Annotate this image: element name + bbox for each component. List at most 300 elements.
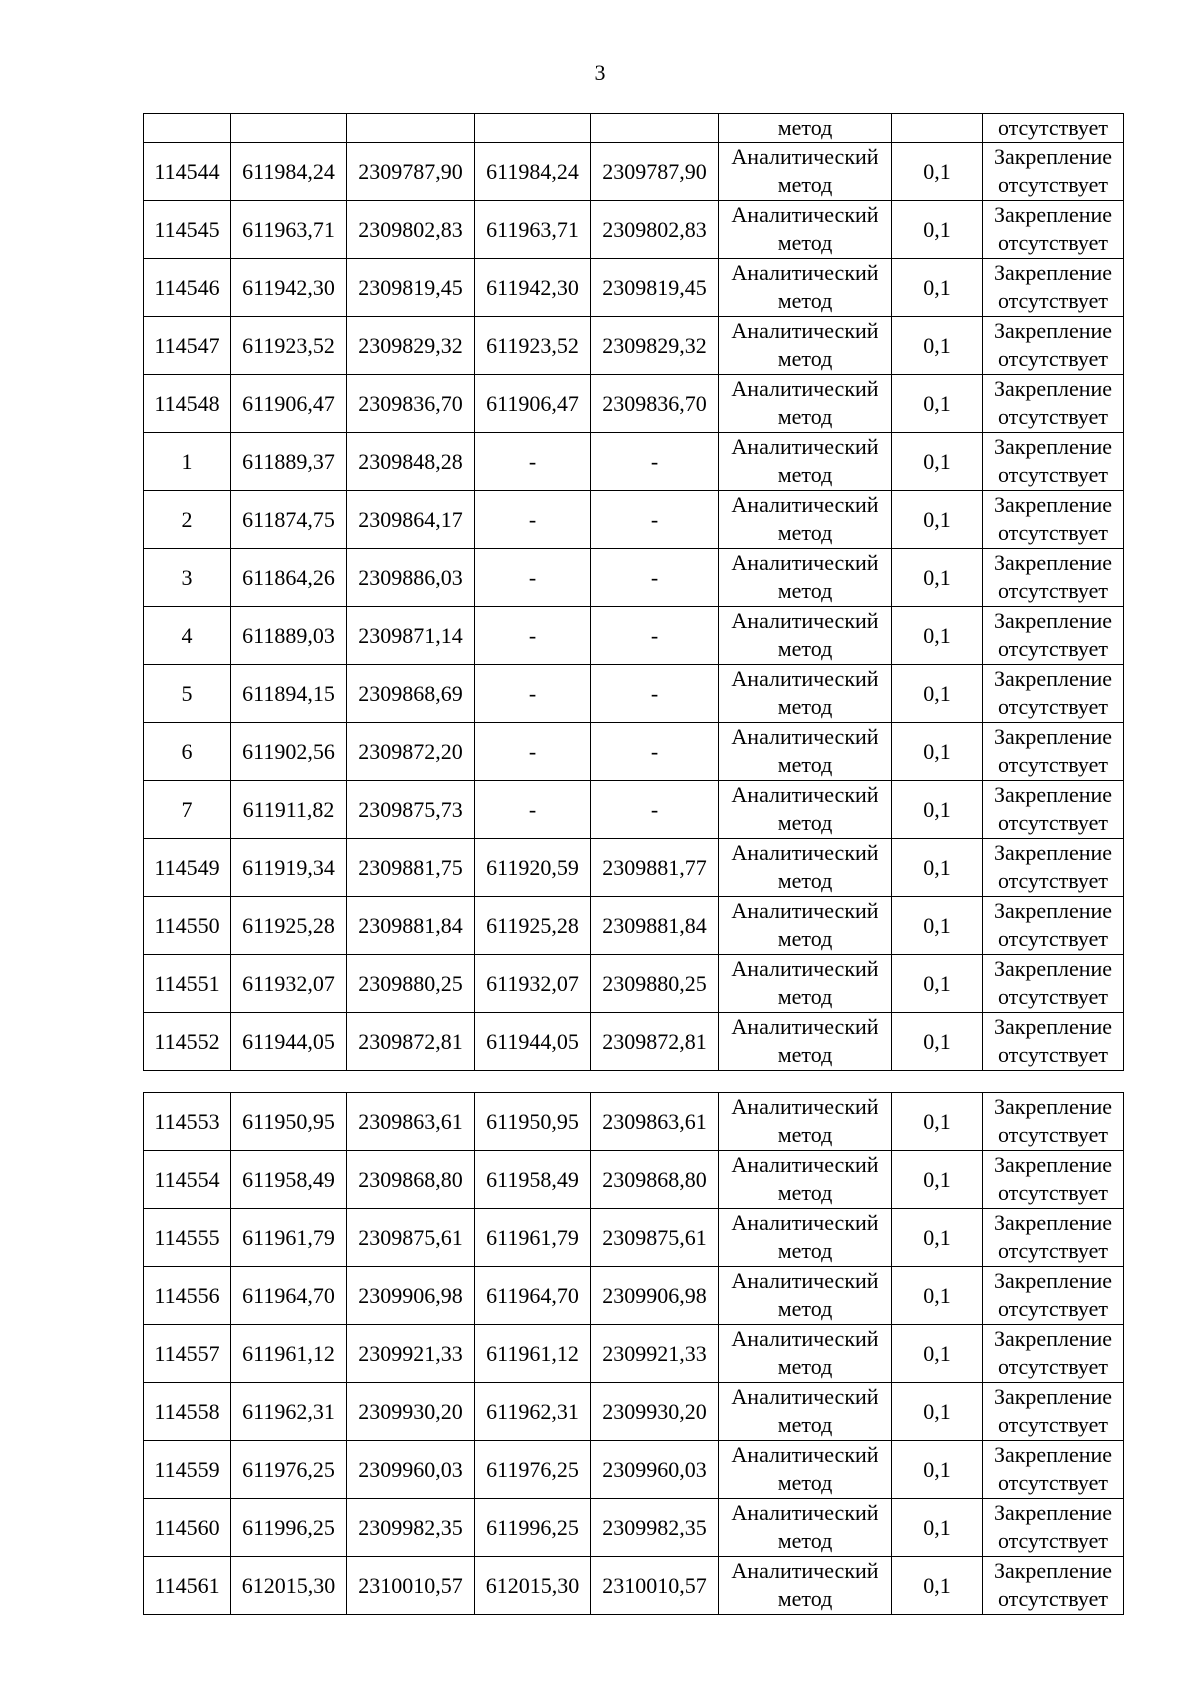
fixation-line-1: Закрепление (993, 144, 1113, 169)
method-cell (719, 1557, 892, 1615)
y-old-cell: 2309868,80 (347, 1151, 475, 1209)
accuracy-cell: 0,1 (892, 955, 983, 1013)
fixation-line-2: отсутствует (997, 1412, 1109, 1437)
accuracy-cell: 0,1 (892, 375, 983, 433)
fixation-cell (983, 665, 1124, 723)
x-new-cell: 612015,30 (475, 1557, 591, 1615)
table-row (144, 1093, 1124, 1151)
fixation-line-1: Закрепление (993, 1326, 1113, 1351)
y-new-cell: - (591, 433, 719, 491)
y-new-cell: - (591, 607, 719, 665)
y-new-cell: - (591, 665, 719, 723)
y-old-cell: 2309921,33 (347, 1325, 475, 1383)
y-new-cell (591, 114, 719, 143)
x-new-cell: 611944,05 (475, 1013, 591, 1071)
fixation-line-1: Закрепление (993, 1268, 1113, 1293)
method-line-2: метод (777, 462, 833, 487)
y-old-cell: 2309863,61 (347, 1093, 475, 1151)
x-new-cell: 611961,12 (475, 1325, 591, 1383)
method-line-1: Аналитический (731, 666, 879, 691)
fixation-cell (983, 1441, 1124, 1499)
method-cell (719, 1209, 892, 1267)
y-new-cell: 2309930,20 (591, 1383, 719, 1441)
fixation-line-1: Закрепление (993, 1384, 1113, 1409)
point-cell: 114556 (144, 1267, 231, 1325)
fixation-cell (983, 549, 1124, 607)
method-line-1: Аналитический (731, 434, 879, 459)
method-cell (719, 317, 892, 375)
fixation-line-2: отсутствует (997, 752, 1109, 777)
table-row (144, 781, 1124, 839)
x-old-cell: 611944,05 (231, 1013, 347, 1071)
method-line-2: метод (777, 230, 833, 255)
method-line-2: метод (777, 1042, 833, 1067)
x-new-cell: - (475, 723, 591, 781)
fixation-line-2: отсутствует (997, 868, 1109, 893)
method-cell (719, 723, 892, 781)
method-cell (719, 549, 892, 607)
y-old-cell: 2309802,83 (347, 201, 475, 259)
point-cell: 114546 (144, 259, 231, 317)
y-old-cell: 2309871,14 (347, 607, 475, 665)
point-cell: 5 (144, 665, 231, 723)
y-new-cell: 2309836,70 (591, 375, 719, 433)
x-old-cell: 611964,70 (231, 1267, 347, 1325)
table-row (144, 1383, 1124, 1441)
x-new-cell: 611932,07 (475, 955, 591, 1013)
x-old-cell: 612015,30 (231, 1557, 347, 1615)
point-cell: 2 (144, 491, 231, 549)
fixation-cell (983, 259, 1124, 317)
y-old-cell: 2309872,20 (347, 723, 475, 781)
method-line-2: метод (777, 1354, 833, 1379)
fixation-line-2: отсутствует (997, 1354, 1109, 1379)
fixation-line-2: отсутствует (997, 636, 1109, 661)
x-new-cell: 611942,30 (475, 259, 591, 317)
fixation-line-2: отсутствует (997, 172, 1109, 197)
y-new-cell: - (591, 781, 719, 839)
table-row (144, 1209, 1124, 1267)
x-new-cell: - (475, 607, 591, 665)
method-line-2: метод (777, 1238, 833, 1263)
fixation-line-1: Закрепление (993, 492, 1113, 517)
point-cell (144, 114, 231, 143)
table-row (144, 1267, 1124, 1325)
accuracy-cell: 0,1 (892, 897, 983, 955)
method-line-1: Аналитический (731, 782, 879, 807)
y-new-cell: 2309881,84 (591, 897, 719, 955)
x-new-cell: 611964,70 (475, 1267, 591, 1325)
y-new-cell: 2309863,61 (591, 1093, 719, 1151)
fixation-cell (983, 201, 1124, 259)
point-cell: 114545 (144, 201, 231, 259)
x-old-cell: 611996,25 (231, 1499, 347, 1557)
table-row (144, 143, 1124, 201)
fixation-line-2: отсутствует (997, 984, 1109, 1009)
fixation-line-2: отсутствует (997, 1238, 1109, 1263)
accuracy-cell: 0,1 (892, 433, 983, 491)
point-cell: 114550 (144, 897, 231, 955)
method-cell (719, 665, 892, 723)
method-line-2: метод (777, 346, 833, 371)
x-old-cell: 611902,56 (231, 723, 347, 781)
x-old-cell: 611961,12 (231, 1325, 347, 1383)
y-old-cell: 2309872,81 (347, 1013, 475, 1071)
x-old-cell: 611874,75 (231, 491, 347, 549)
y-old-cell: 2309886,03 (347, 549, 475, 607)
fixation-line-2: отсутствует (997, 462, 1109, 487)
y-new-cell: 2309868,80 (591, 1151, 719, 1209)
y-old-cell: 2309836,70 (347, 375, 475, 433)
x-old-cell: 611889,37 (231, 433, 347, 491)
y-new-cell: 2309787,90 (591, 143, 719, 201)
y-new-cell: 2309906,98 (591, 1267, 719, 1325)
method-line-2: метод (777, 1180, 833, 1205)
x-old-cell: 611923,52 (231, 317, 347, 375)
y-new-cell: - (591, 491, 719, 549)
point-cell: 114555 (144, 1209, 231, 1267)
method-line-1: Аналитический (731, 492, 879, 517)
method-line-1: Аналитический (731, 1152, 879, 1177)
method-line-1: Аналитический (731, 202, 879, 227)
table-row (144, 433, 1124, 491)
y-old-cell (347, 114, 475, 143)
fixation-cell (983, 897, 1124, 955)
method-line-1: Аналитический (731, 1014, 879, 1039)
x-old-cell (231, 114, 347, 143)
method-line-2: метод (777, 1470, 833, 1495)
fixation-line-1: Закрепление (993, 318, 1113, 343)
x-new-cell: 611950,95 (475, 1093, 591, 1151)
point-cell: 114544 (144, 143, 231, 201)
fixation-line-2: отсутствует (997, 1470, 1109, 1495)
table-row (144, 1557, 1124, 1615)
fixation-cell (983, 839, 1124, 897)
table-row (144, 375, 1124, 433)
accuracy-cell: 0,1 (892, 723, 983, 781)
y-old-cell: 2309819,45 (347, 259, 475, 317)
accuracy-cell: 0,1 (892, 317, 983, 375)
y-old-cell: 2309829,32 (347, 317, 475, 375)
fixation-line-1: Закрепление (993, 956, 1113, 981)
x-new-cell: - (475, 433, 591, 491)
method-line-1: Аналитический (731, 724, 879, 749)
x-old-cell: 611894,15 (231, 665, 347, 723)
y-new-cell: - (591, 549, 719, 607)
table-row (144, 549, 1124, 607)
method-line-2: метод (777, 1122, 833, 1147)
page-number: 3 (594, 60, 606, 85)
continuation-row (144, 114, 1124, 143)
x-new-cell: 611925,28 (475, 897, 591, 955)
method-line-2: метод (777, 694, 833, 719)
fixation-cell (983, 1383, 1124, 1441)
x-old-cell: 611961,79 (231, 1209, 347, 1267)
point-cell: 114547 (144, 317, 231, 375)
table-row (144, 259, 1124, 317)
table-row (144, 1325, 1124, 1383)
accuracy-cell: 0,1 (892, 1013, 983, 1071)
accuracy-cell: 0,1 (892, 665, 983, 723)
x-new-cell: 611906,47 (475, 375, 591, 433)
method-line-1: Аналитический (731, 1500, 879, 1525)
table-row (144, 955, 1124, 1013)
x-new-cell (475, 114, 591, 143)
fixation-line-1: Закрепление (993, 260, 1113, 285)
point-cell: 7 (144, 781, 231, 839)
method-cell (719, 1093, 892, 1151)
point-cell: 114552 (144, 1013, 231, 1071)
method-cell (719, 1267, 892, 1325)
accuracy-cell: 0,1 (892, 607, 983, 665)
method-cell (719, 607, 892, 665)
fixation-cell (983, 1325, 1124, 1383)
method-line-2: метод (777, 984, 833, 1009)
y-new-cell: 2309982,35 (591, 1499, 719, 1557)
accuracy-cell: 0,1 (892, 1325, 983, 1383)
point-cell: 114548 (144, 375, 231, 433)
x-new-cell: - (475, 781, 591, 839)
fixation-line-2: отсутствует (997, 1042, 1109, 1067)
fixation-line-1: Закрепление (993, 376, 1113, 401)
fixation-cell (983, 317, 1124, 375)
y-old-cell: 2310010,57 (347, 1557, 475, 1615)
fixation-cell (983, 1151, 1124, 1209)
table-row (144, 897, 1124, 955)
method-line-2: метод (777, 578, 833, 603)
fixation-line-2: отсутствует (997, 1180, 1109, 1205)
accuracy-cell: 0,1 (892, 549, 983, 607)
x-new-cell: 611963,71 (475, 201, 591, 259)
x-new-cell: - (475, 491, 591, 549)
method-line-1: Аналитический (731, 1384, 879, 1409)
fixation-line-1: Закрепление (993, 898, 1113, 923)
x-new-cell: 611923,52 (475, 317, 591, 375)
method-line-1: Аналитический (731, 1442, 879, 1467)
fixation-line-1: Закрепление (993, 608, 1113, 633)
fixation-cell (983, 433, 1124, 491)
fixation-line-1: Закрепление (993, 1558, 1113, 1583)
y-old-cell: 2309848,28 (347, 433, 475, 491)
fixation-cell (983, 1557, 1124, 1615)
table-row (144, 1499, 1124, 1557)
y-old-cell: 2309881,84 (347, 897, 475, 955)
method-line-1: Аналитический (731, 1326, 879, 1351)
method-cell (719, 1325, 892, 1383)
table-row (144, 723, 1124, 781)
x-new-cell: 611962,31 (475, 1383, 591, 1441)
method-line-2: метод (777, 288, 833, 313)
y-new-cell: 2310010,57 (591, 1557, 719, 1615)
table-row (144, 665, 1124, 723)
method-cell (719, 201, 892, 259)
fixation-line-1: Закрепление (993, 782, 1113, 807)
point-cell: 114560 (144, 1499, 231, 1557)
point-cell: 114561 (144, 1557, 231, 1615)
y-old-cell: 2309787,90 (347, 143, 475, 201)
method-cell (719, 1499, 892, 1557)
fixation-cell (983, 1013, 1124, 1071)
accuracy-cell: 0,1 (892, 143, 983, 201)
y-old-cell: 2309864,17 (347, 491, 475, 549)
fixation-line-2: отсутствует (997, 694, 1109, 719)
fixation-cell (983, 781, 1124, 839)
fixation-line-1: Закрепление (993, 1210, 1113, 1235)
fixation-cell (983, 955, 1124, 1013)
method-line-1: Аналитический (731, 1268, 879, 1293)
point-cell: 114554 (144, 1151, 231, 1209)
method-line-2: метод (777, 810, 833, 835)
method-line-1: Аналитический (731, 260, 879, 285)
method-line-1: Аналитический (731, 840, 879, 865)
x-new-cell: - (475, 549, 591, 607)
x-old-cell: 611950,95 (231, 1093, 347, 1151)
fixation-line-1: Закрепление (993, 1152, 1113, 1177)
point-cell: 114559 (144, 1441, 231, 1499)
fixation-line-2: отсутствует (997, 1586, 1109, 1611)
coordinates-table-2 (143, 1092, 1124, 1615)
y-old-cell: 2309906,98 (347, 1267, 475, 1325)
x-old-cell: 611962,31 (231, 1383, 347, 1441)
coordinates-table-1-body (144, 114, 1124, 1071)
method-cell (719, 1151, 892, 1209)
fixation-cell (983, 723, 1124, 781)
x-new-cell: 611996,25 (475, 1499, 591, 1557)
point-cell: 114557 (144, 1325, 231, 1383)
accuracy-cell: 0,1 (892, 1093, 983, 1151)
method-cell (719, 781, 892, 839)
method-line-1: Аналитический (731, 1210, 879, 1235)
fixation-line-2: отсутствует (997, 1296, 1109, 1321)
x-old-cell: 611925,28 (231, 897, 347, 955)
method-line-2: метод (777, 1296, 833, 1321)
method-line-2: метод (777, 520, 833, 545)
table-row (144, 839, 1124, 897)
fixation-line-1: Закрепление (993, 724, 1113, 749)
fixation-line-2: отсутствует (997, 578, 1109, 603)
accuracy-cell: 0,1 (892, 491, 983, 549)
fixation-cell (983, 1209, 1124, 1267)
y-new-cell: 2309881,77 (591, 839, 719, 897)
y-old-cell: 2309875,73 (347, 781, 475, 839)
fixation-line-1: Закрепление (993, 1442, 1113, 1467)
fixation-cell (983, 1267, 1124, 1325)
y-old-cell: 2309960,03 (347, 1441, 475, 1499)
table-row (144, 201, 1124, 259)
y-new-cell: - (591, 723, 719, 781)
method-line-1: Аналитический (731, 956, 879, 981)
x-old-cell: 611911,82 (231, 781, 347, 839)
accuracy-cell: 0,1 (892, 1151, 983, 1209)
table-row (144, 1013, 1124, 1071)
accuracy-cell (892, 114, 983, 143)
y-new-cell: 2309802,83 (591, 201, 719, 259)
table-row (144, 491, 1124, 549)
accuracy-cell: 0,1 (892, 839, 983, 897)
y-new-cell: 2309829,32 (591, 317, 719, 375)
fixation-line-2: отсутствует (997, 1122, 1109, 1147)
y-new-cell: 2309921,33 (591, 1325, 719, 1383)
fixation-cell (983, 1093, 1124, 1151)
fixation-line-1: Закрепление (993, 1094, 1113, 1119)
coordinates-table-2-body (144, 1093, 1124, 1615)
accuracy-cell: 0,1 (892, 781, 983, 839)
method-line-1: Аналитический (731, 608, 879, 633)
method-line-2: метод (777, 172, 833, 197)
method-cell (719, 143, 892, 201)
point-cell: 114558 (144, 1383, 231, 1441)
method-cell (719, 491, 892, 549)
method-line-1: Аналитический (731, 898, 879, 923)
method-line-2: метод (777, 868, 833, 893)
fixation-line-2: отсутствует (997, 1528, 1109, 1553)
fixation-line-2: отсутствует (997, 404, 1109, 429)
x-old-cell: 611976,25 (231, 1441, 347, 1499)
method-line-2: метод (777, 1412, 833, 1437)
x-old-cell: 611932,07 (231, 955, 347, 1013)
x-new-cell: 611958,49 (475, 1151, 591, 1209)
table-row (144, 1441, 1124, 1499)
method-line-2: метод (777, 752, 833, 777)
method-cell (719, 433, 892, 491)
x-old-cell: 611864,26 (231, 549, 347, 607)
y-new-cell: 2309872,81 (591, 1013, 719, 1071)
fixation-line-1: Закрепление (993, 840, 1113, 865)
fixation-line-1: Закрепление (993, 1014, 1113, 1039)
method-cell (719, 259, 892, 317)
fixation-line-2: отсутствует (997, 520, 1109, 545)
method-cell: метод (719, 114, 892, 143)
x-new-cell: 611984,24 (475, 143, 591, 201)
method-line-1: Аналитический (731, 1094, 879, 1119)
method-line-2: метод (777, 404, 833, 429)
x-new-cell: 611920,59 (475, 839, 591, 897)
method-line-2: метод (777, 1528, 833, 1553)
fixation-line-2: отсутствует (997, 810, 1109, 835)
y-old-cell: 2309982,35 (347, 1499, 475, 1557)
method-line-1: Аналитический (731, 144, 879, 169)
x-new-cell: 611976,25 (475, 1441, 591, 1499)
fixation-cell (983, 491, 1124, 549)
accuracy-cell: 0,1 (892, 1441, 983, 1499)
accuracy-cell: 0,1 (892, 201, 983, 259)
table-row (144, 317, 1124, 375)
y-old-cell: 2309930,20 (347, 1383, 475, 1441)
x-old-cell: 611984,24 (231, 143, 347, 201)
x-old-cell: 611906,47 (231, 375, 347, 433)
y-new-cell: 2309880,25 (591, 955, 719, 1013)
method-line-1: Аналитический (731, 318, 879, 343)
point-cell: 114551 (144, 955, 231, 1013)
fixation-cell (983, 1499, 1124, 1557)
accuracy-cell: 0,1 (892, 259, 983, 317)
x-new-cell: 611961,79 (475, 1209, 591, 1267)
method-cell (719, 839, 892, 897)
fixation-cell: отсутствует (983, 114, 1124, 143)
point-cell: 114549 (144, 839, 231, 897)
fixation-cell (983, 143, 1124, 201)
method-cell (719, 955, 892, 1013)
x-old-cell: 611919,34 (231, 839, 347, 897)
fixation-line-1: Закрепление (993, 202, 1113, 227)
point-cell: 114553 (144, 1093, 231, 1151)
method-cell (719, 897, 892, 955)
y-old-cell: 2309881,75 (347, 839, 475, 897)
accuracy-cell: 0,1 (892, 1383, 983, 1441)
y-new-cell: 2309819,45 (591, 259, 719, 317)
fixation-line-1: Закрепление (993, 550, 1113, 575)
method-cell (719, 1441, 892, 1499)
